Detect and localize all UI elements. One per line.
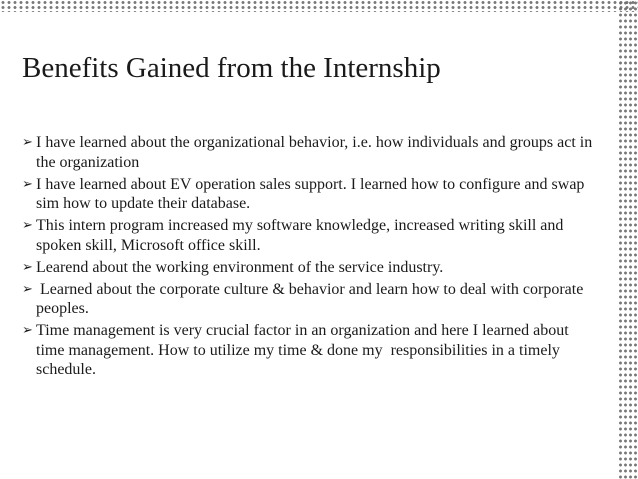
bullet-text: I have learned about EV operation sales support. I learned how to configure and swap sim how to update their database. bbox=[36, 175, 589, 212]
bullet-text: Time management is very crucial factor in an organization and here I learned about time management. How to utilize my time & done my responsibilities in a timely schedule. bbox=[36, 322, 573, 378]
bullet-item bbox=[22, 321, 597, 380]
check-arrow-icon: ➢ bbox=[22, 176, 33, 192]
check-arrow-icon: ➢ bbox=[22, 323, 33, 338]
dotted-border-right bbox=[618, 0, 638, 479]
check-arrow-icon: ➢ bbox=[22, 218, 33, 233]
dotted-border-top bbox=[0, 0, 638, 12]
bullet-text: This intern program increased my software knowledge, increased writing skill and spoken skill, Microsoft office skill. bbox=[36, 217, 568, 254]
bullet-item bbox=[22, 175, 597, 214]
check-arrow-icon: ➢ bbox=[22, 259, 33, 275]
check-arrow-icon: ➢ bbox=[22, 135, 33, 150]
bullet-text: Learned about the corporate culture & behavior and learn how to deal with corporate peoples. bbox=[36, 280, 588, 317]
slide-title: Benefits Gained from the Internship bbox=[22, 52, 441, 84]
bullet-list bbox=[22, 133, 597, 382]
bullet-item bbox=[22, 216, 597, 255]
bullet-text: I have learned about the organizational behavior, i.e. how individuals and groups act in the organization bbox=[36, 134, 597, 171]
bullet-item bbox=[22, 280, 597, 319]
bullet-text: Learend about the working environment of the service industry. bbox=[36, 258, 444, 276]
check-arrow-icon: ➢ bbox=[22, 281, 33, 297]
bullet-item bbox=[22, 133, 597, 172]
bullet-item bbox=[22, 258, 597, 278]
